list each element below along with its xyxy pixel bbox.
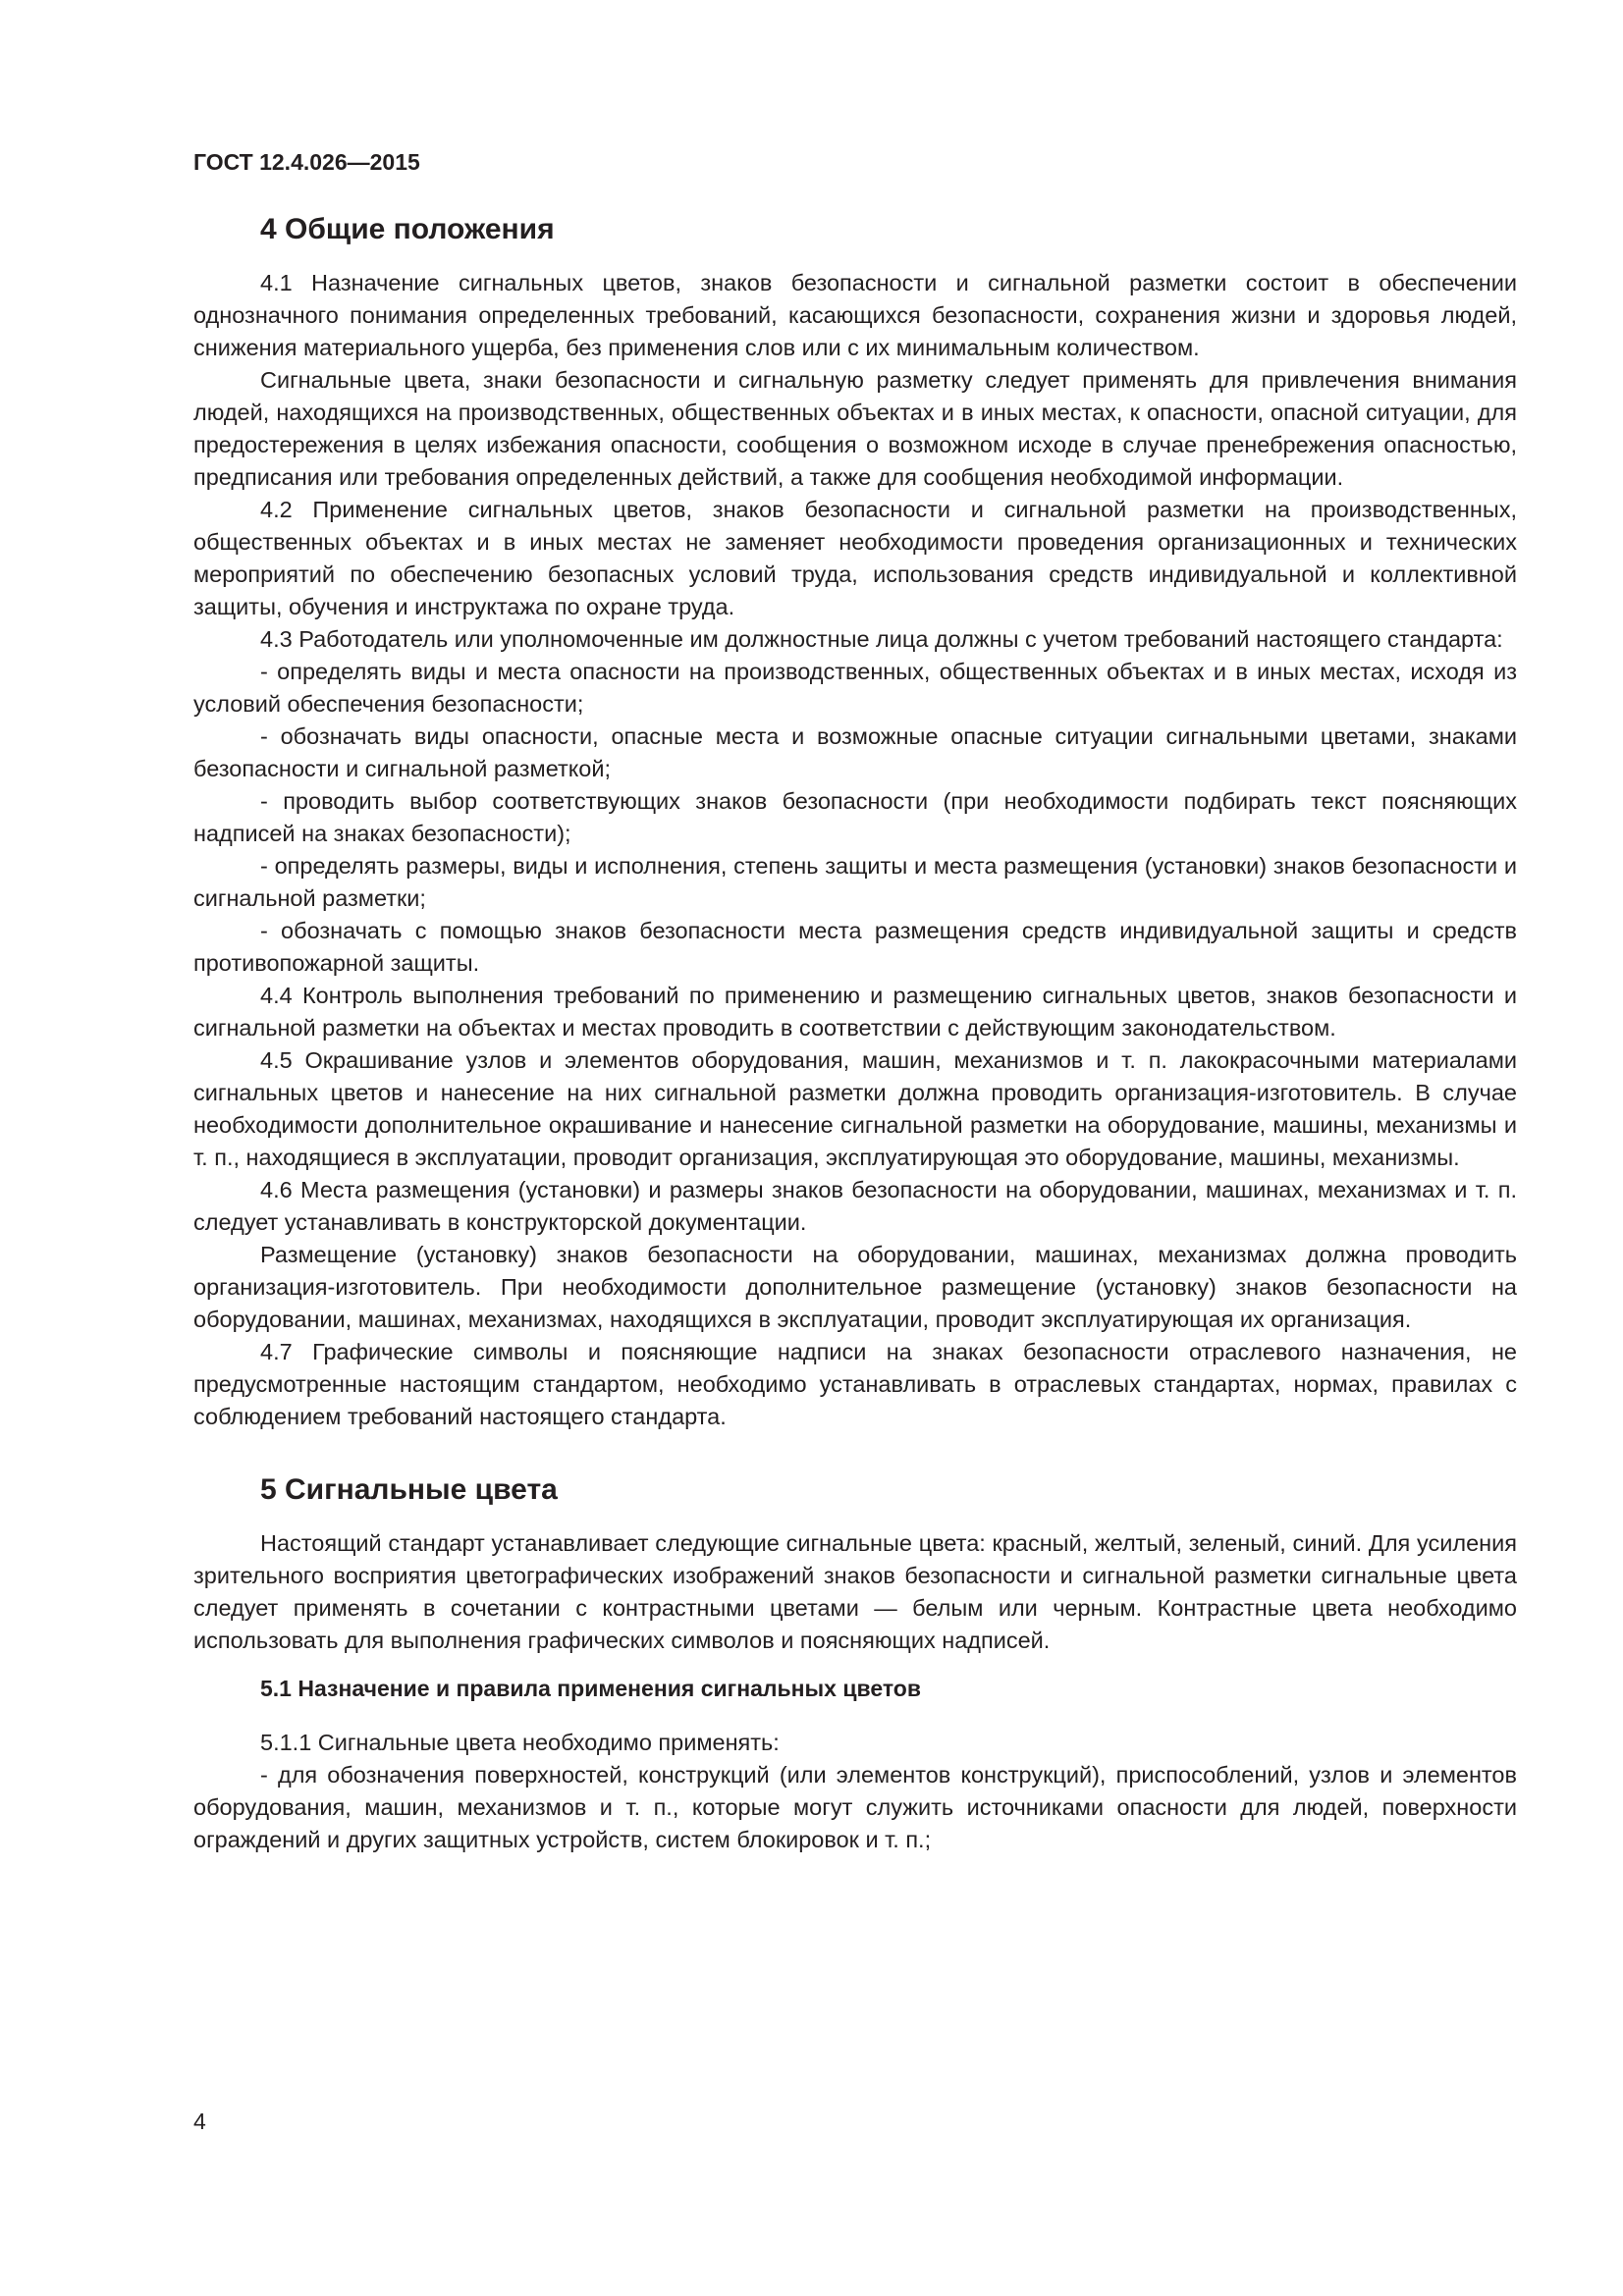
document-code-header: ГОСТ 12.4.026—2015 [193, 149, 420, 175]
paragraph-4-6: 4.6 Места размещения (установки) и размеры знаков безопасности на оборудовании, машинах, механизмах и т. п. следует устанавливать в конструкторской документации. [193, 1177, 1517, 1235]
section-5-title: 5 Сигнальные цвета [260, 1473, 558, 1506]
paragraph-4-7: 4.7 Графические символы и поясняющие надписи на знаках безопасности отраслевого назначения, не предусмотренные настоящим стандартом, необходимо устанавливать в отраслевых стандартах, нормах, правилах с соблюдением требований настоящего стандарта. [193, 1339, 1517, 1429]
paragraph-4-1: 4.1 Назначение сигнальных цветов, знаков безопасности и сигнальной разметки состоит в обеспечении однозначного понимания определенных требований, касающихся безопасности, сохранения жизни и здоровья людей, снижения материального ущерба, без применения слов или с их минимальным количеством. [193, 270, 1517, 360]
paragraph-4-3: 4.3 Работодатель или уполномоченные им должностные лица должны с учетом требований настоящего стандарта: [260, 626, 1503, 652]
subsection-spacer [193, 1657, 1517, 1673]
paragraph-4-4: 4.4 Контроль выполнения требований по применению и размещению сигнальных цветов, знаков безопасности и сигнальной разметки на объектах и местах проводить в соответствии с действующим законодательством. [193, 983, 1517, 1041]
document-page [193, 147, 1517, 1856]
paragraph-4-6-cont: Размещение (установку) знаков безопасности на оборудовании, машинах, механизмах должна проводить организация-изготовитель. При необходимости дополнительное размещение (установку) знаков безопасности на оборудовании, машинах, механизмах, находящихся в эксплуатации, проводит эксплуатирующая их организация. [193, 1242, 1517, 1332]
section-5-intro: Настоящий стандарт устанавливает следующие сигнальные цвета: красный, желтый, зеленый, синий. Для усиления зрительного восприятия цветографических изображений знаков безопасности и сигнальной разметки сигнальные цвета следует применять в сочетании с контрастными цветами — белым или черным. Контрастные цвета необходимо использовать для выполнения графических символов и поясняющих надписей. [193, 1530, 1517, 1653]
subsection-5-1-title: 5.1 Назначение и правила применения сигнальных цветов [260, 1676, 921, 1701]
page-number: 4 [193, 2109, 206, 2134]
paragraph-4-2: 4.2 Применение сигнальных цветов, знаков безопасности и сигнальной разметки на производственных, общественных объектах и в иных местах не заменяет необходимости проведения организационных и технических мероприятий по обеспечению безопасных условий труда, использования средств индивидуальной и коллективной защиты, обучения и инструктажа по охране труда. [193, 497, 1517, 619]
list-item: - определять виды и места опасности на производственных, общественных объектах и в иных местах, исходя из условий обеспечения безопасности; [193, 659, 1517, 717]
list-item: - определять размеры, виды и исполнения, степень защиты и места размещения (установки) знаков безопасности и сигнальной разметки; [193, 853, 1517, 911]
list-item: - обозначать с помощью знаков безопасности места размещения средств индивидуальной защиты и средств противопожарной защиты. [193, 918, 1517, 976]
paragraph-5-1-1: 5.1.1 Сигнальные цвета необходимо применять: [260, 1730, 780, 1755]
section-4-title: 4 Общие положения [260, 213, 555, 245]
paragraph-4-5: 4.5 Окрашивание узлов и элементов оборудования, машин, механизмов и т. п. лакокрасочными материалами сигнальных цветов и нанесение на них сигнальной разметки должна проводить организация-изготовитель. В случае необходимости дополнительное окрашивание и нанесение сигнальной разметки на оборудование, машины, механизмы и т. п., находящиеся в эксплуатации, проводит организация, эксплуатирующая это оборудование, машины, механизмы. [193, 1047, 1517, 1170]
list-item: - обозначать виды опасности, опасные места и возможные опасные ситуации сигнальными цветами, знаками безопасности и сигнальной разметкой; [193, 723, 1517, 781]
list-item: - проводить выбор соответствующих знаков безопасности (при необходимости подбирать текст поясняющих надписей на знаках безопасности); [193, 788, 1517, 846]
list-item: - для обозначения поверхностей, конструкций (или элементов конструкций), приспособлений, узлов и элементов оборудования, машин, механизмов и т. п., которые могут служить источниками опасности для людей, поверхности ограждений и других защитных устройств, систем блокировок и т. п.; [193, 1762, 1517, 1852]
paragraph-4-1-cont: Сигнальные цвета, знаки безопасности и сигнальную разметку следует применять для привлечения внимания людей, находящихся на производственных, общественных объектах и в иных местах, к опасности, опасной ситуации, для предостережения в целях избежания опасности, сообщения о возможном исходе в случае пренебрежения опасностью, предписания или требования определенных действий, а также для сообщения необходимой информации. [193, 367, 1517, 490]
section-4-body [193, 267, 1517, 1433]
section-spacer [193, 1433, 1517, 1472]
